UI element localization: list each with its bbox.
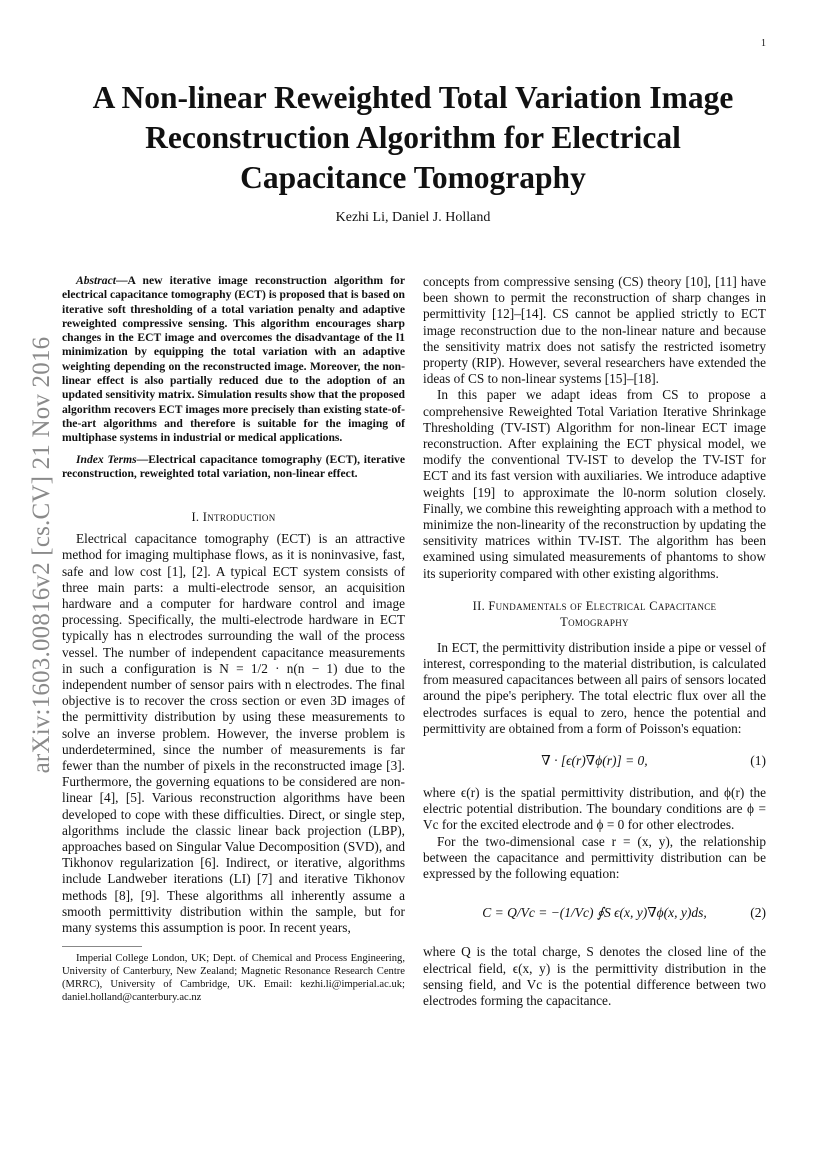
index-terms <box>62 453 405 482</box>
section-heading-line-2: Tomography <box>560 614 629 629</box>
paper-title-line-3: Capacitance Tomography <box>240 160 586 195</box>
right-paragraph-5: For the two-dimensional case r = (x, y), the relationship between the capacitance and permittivity distribution can be expressed by the following equation: <box>423 833 766 882</box>
abstract <box>62 274 405 446</box>
right-paragraph-4: where ϵ(r) is the spatial permittivity distribution, and ϕ(r) the electric potential distribution. The boundary conditions are ϕ = Vc for the excited electrode and ϕ = 0 for other electrodes. <box>423 785 766 833</box>
abstract-label: Abstract <box>76 274 116 287</box>
equation-1-body: ∇ · [ϵ(r)∇ϕ(r)] = 0, <box>541 752 648 768</box>
equation-2-number: (2) <box>750 905 766 921</box>
right-paragraph-6: where Q is the total charge, S denotes the closed line of the electrical field, ϵ(x, y) is the permittivity distribution in the sensing field, and Vc is the potential difference between two electrodes forming the capacitance. <box>423 944 766 1008</box>
title-block <box>60 78 766 226</box>
paper-title-line-1: A Non-linear Reweighted Total Variation Image <box>92 80 734 115</box>
intro-paragraph: Electrical capacitance tomography (ECT) is an attractive method for imaging multiphase flows, as it is noninvasive, fast, safe and low cost [1], [2]. A typical ECT system consists of three main parts: a multi-electrode sensor, an acquisition hardware and a computer for hardware control and image processing. Specifically, the multi-electrode hardware in ECT typically has n electrodes surrounding the wall of the process vessel. The number of independent capacitance measurements in such a configuration is N = 1/2 · n(n − 1) due to the independent number of sensor pairs with n electrodes. The final objective is to recover the cross section or even 3D images of the permittivity distribution by using these measurements to solve an inverse problem. However, the inverse problem is underdetermined, since the number of measurements is far fewer than the number of pixels in the reconstructed image [3]. Furthermore, the governing equations to be considered are non-linear [4], [5]. Various reconstruction algorithms have been developed to cope with these difficulties. Direct, or single step, algorithms include the classic linear back projection (LBP), approaches based on Singular Value Decomposition (SVD), and Tikhonov regularization [6]. Indirect, or iterative, algorithms include Landweber iterations (LI) [7] and iterative Tikhonov methods [8], [9]. These algorithms all inherently assume a smooth permittivity distribution within the sample, but for many systems this assumption is poor. In recent years, <box>62 531 405 936</box>
section-heading-fundamentals <box>423 598 766 630</box>
equation-1 <box>423 746 766 776</box>
abstract-text: —A new iterative image reconstruction algorithm for electrical capacitance tomography (ECT) is proposed that is based on iterative soft thresholding of a total variation penalty and adaptive reweighted compressive sensing. This algorithm encourages sharp changes in the ECT image and overcomes the disadvantage of the l1 minimization by equipping the total variation with an adaptive weighting depending on the reconstructed image. Moreover, the non-linear effect is also partially reduced due to the adoption of an updated sensitivity matrix. Simulation results show that the proposed algorithm recovers ECT images more precisely than existing state-of-the-art algorithms and therefore is suitable for the imaging of multiphase systems in industrial or medical applications. <box>62 274 405 445</box>
section-heading-introduction: I. Introduction <box>191 510 276 525</box>
page-number: 1 <box>761 38 766 49</box>
authors: Kezhi Li, Daniel J. Holland <box>335 210 491 225</box>
index-terms-text: —Electrical capacitance tomography (ECT), iterative reconstruction, reweighted total variation, non-linear effect. <box>62 452 405 480</box>
section-heading-line-1: II. Fundamentals of Electrical Capacitance <box>472 598 717 613</box>
arxiv-identifier: arXiv:1603.00816v2 [cs.CV] 21 Nov 2016 <box>28 336 55 774</box>
affiliation-footnote: Imperial College London, UK; Dept. of Chemical and Process Engineering, University of Canterbury, New Zealand; Magnetic Resonance Research Centre (MRRC), University of Cambridge, UK. Email: kezhi.li@imperial.ac.uk; daniel.holland@canterbury.ac.nz <box>62 953 405 1003</box>
equation-2 <box>423 891 766 935</box>
index-terms-label: Index Terms <box>76 452 137 466</box>
footnote-divider <box>62 946 142 947</box>
paper-title-line-2: Reconstruction Algorithm for Electrical <box>145 120 681 155</box>
right-paragraph-2: In this paper we adapt ideas from CS to propose a comprehensive Reweighted Total Variation Iterative Shrinkage Thresholding (TV-IST) Algorithm for non-linear ECT image reconstruction. After explaining the ECT physical model, we modify the conventional TV-IST to develop the TV-IST for ECT and its fast version with auxiliaries. We introduce adaptive weights [19] to approximate the l0-norm solution closely. Finally, we combine this reweighting approach with a method to minimize the non-linearity of the reconstruction by updating the sensitivity matrices within TV-IST. The algorithm has been examined using simulated measurements of phantoms to show its superiority compared with other existing algorithms. <box>423 387 766 581</box>
right-column <box>423 274 766 1009</box>
equation-1-number: (1) <box>750 752 766 768</box>
right-paragraph-3: In ECT, the permittivity distribution inside a pipe or vessel of interest, corresponding to the material distribution, is calculated from measured capacitances between all pairs of sensors located around the pipe's periphery. The total electric flux over all the electrodes surfaces is equal to zero, hence the potential and permittivity are obtained from a form of Poisson's equation: <box>423 639 766 736</box>
left-column <box>62 274 405 1004</box>
equation-2-body: C = Q/Vc = −(1/Vc) ∮S ϵ(x, y)∇ϕ(x, y)ds, <box>482 905 707 921</box>
right-paragraph-1: concepts from compressive sensing (CS) theory [10], [11] have been shown to permit the reconstruction of sharp changes in permittivity [12]–[14]. CS cannot be applied strictly to ECT image reconstruction due to the non-linear nature and because the sensitivity matrix does not satisfy the restricted isometry property (RIP). However, several researchers have extended the ideas of CS to non-linear systems [15]–[18]. <box>423 274 766 387</box>
